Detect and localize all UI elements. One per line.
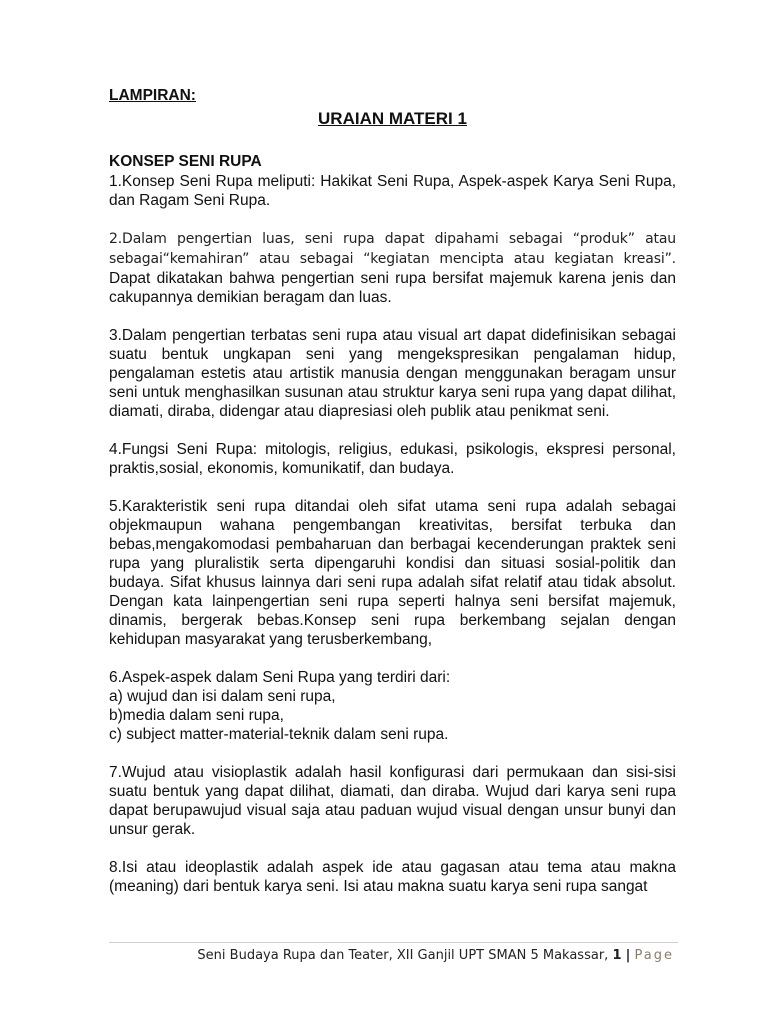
page-title: URAIAN MATERI 1 <box>318 109 467 128</box>
paragraph-4: 4.Fungsi Seni Rupa: mitologis, religius, edukasi, psikologis, ekspresi personal, praktis,sosial, ekonomis, komunikatif, dan budaya. <box>109 441 676 477</box>
footer-divider <box>109 942 678 943</box>
footer-separator: | <box>625 948 631 963</box>
paragraph-3: 3.Dalam pengertian terbatas seni rupa atau visual art dapat didefinisikan sebagai suatu bentuk ungkapan seni yang mengekspresikan pengalaman hidup, pengalaman estetis atau artistik manusia dengan menggunakan beragam unsur seni untuk menghasilkan susunan atau struktur karya seni rupa yang dapat dilihat, diamati, diraba, didengar atau diapresiasi oleh publik atau penikmat seni. <box>109 327 676 420</box>
page-label: Page <box>634 948 674 963</box>
list-item-c: c) subject matter-material-teknik dalam seni rupa. <box>109 726 449 743</box>
paragraph-7: 7.Wujud atau visioplastik adalah hasil konfigurasi dari permukaan dan sisi-sisi suatu bentuk yang dapat dilihat, diamati, dan diraba. Wujud dari karya seni rupa dapat berupawujud visual saja atau paduan wujud visual dengan unsur bunyi dan unsur gerak. <box>109 764 676 838</box>
paragraph-2-part-b: Dapat dikatakan bahwa pengertian seni rupa bersifat majemuk karena jenis dan cakupannya demikian beragam dan luas. <box>109 270 676 306</box>
document-body <box>109 86 676 896</box>
lampiran-label: LAMPIRAN: <box>109 87 196 104</box>
paragraph-5: 5.Karakteristik seni rupa ditandai oleh sifat utama seni rupa adalah sebagai objekmaupun wahana pengembangan kreativitas, bersifat terbuka dan bebas,mengakomodasi pembaharuan dan berbagai kecenderungan praktek seni rupa yang pluralistik serta dipengaruhi kondisi dan situasi sosial-politik dan budaya. Sifat khusus lainnya dari seni rupa adalah sifat relatif atau tidak absolut. Dengan kata lainpengertian seni rupa seperti halnya seni bersifat majemuk, dinamis, bergerak bebas.Konsep seni rupa berkembang sejalan dengan kehidupan masyarakat yang terusberkembang, <box>109 498 676 648</box>
paragraph-1: 1.Konsep Seni Rupa meliputi: Hakikat Seni Rupa, Aspek-aspek Karya Seni Rupa, dan Ragam Seni Rupa. <box>109 173 676 209</box>
paragraph-8: 8.Isi atau ideoplastik adalah aspek ide atau gagasan atau tema atau makna (meaning) dari bentuk karya seni. Isi atau makna suatu karya seni rupa sangat <box>109 859 676 895</box>
paragraph-6-intro: 6.Aspek-aspek dalam Seni Rupa yang terdiri dari: <box>109 669 451 686</box>
page-number: 1 <box>612 948 622 963</box>
section-title: KONSEP SENI RUPA <box>109 153 262 170</box>
paragraph-2-part-a: 2.Dalam pengertian luas, seni rupa dapat dipahami sebagai “produk” atau sebagai“kemahiran” atau sebagai “kegiatan mencipta atau kegiatan kreasi”. <box>109 231 676 267</box>
paragraph-6 <box>109 668 676 744</box>
footer-text: Seni Budaya Rupa dan Teater, XII Ganjil UPT SMAN 5 Makassar, <box>197 948 609 963</box>
paragraph-2 <box>109 229 676 307</box>
page-footer <box>197 948 674 963</box>
list-item-b: b)media dalam seni rupa, <box>109 707 284 724</box>
list-item-a: a) wujud dan isi dalam seni rupa, <box>109 688 336 705</box>
